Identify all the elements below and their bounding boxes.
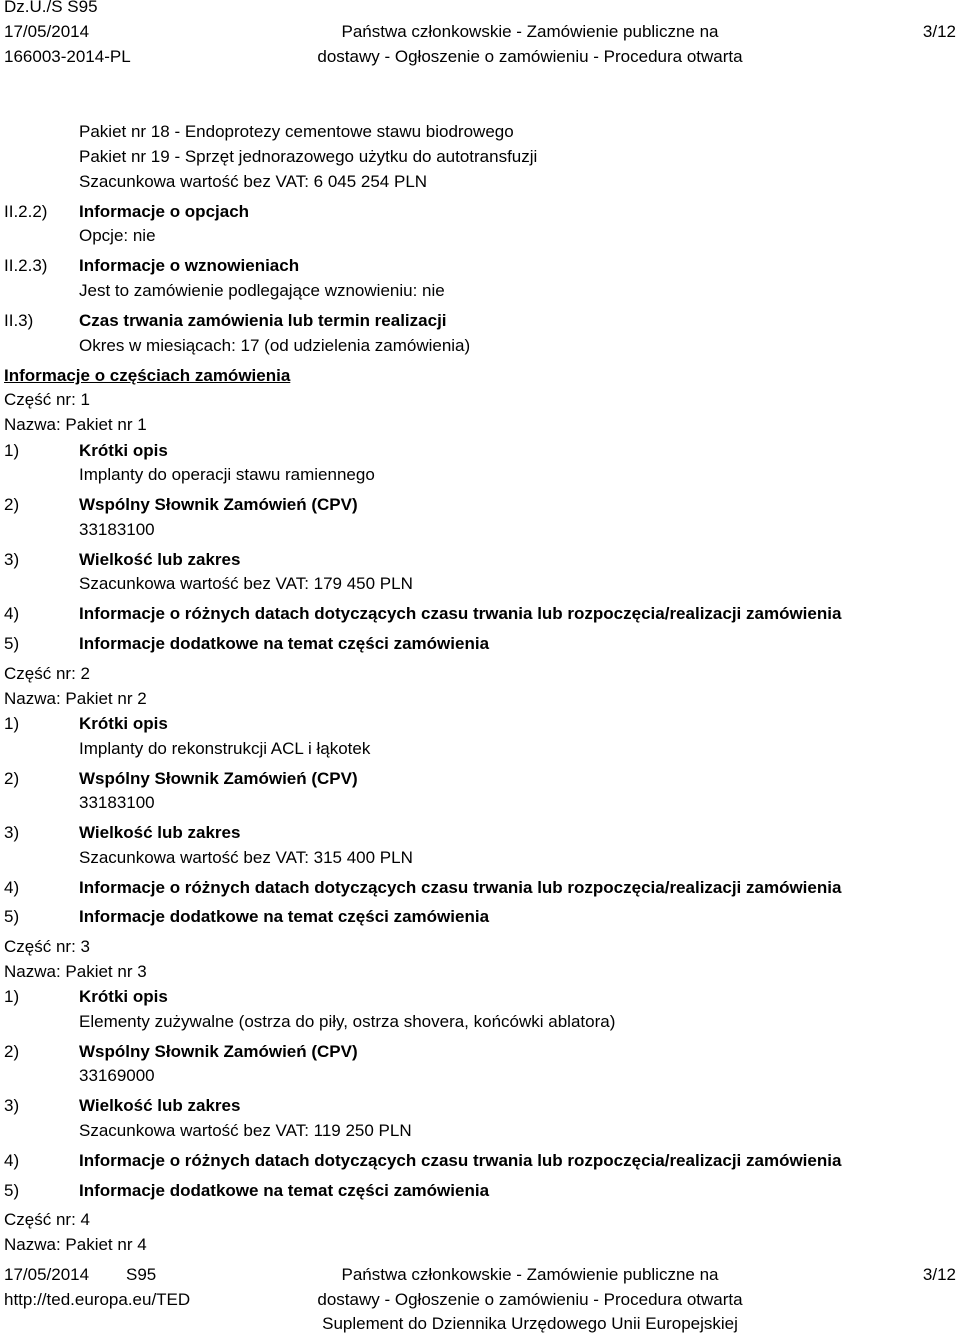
item-number: 1): [4, 441, 20, 460]
section-text: Okres w miesiącach: 17 (od udzielenia zamówienia): [79, 336, 471, 355]
journal-ref: Dz.U./S S95: [4, 0, 98, 16]
text-line: Pakiet nr 19 - Sprzęt jednorazowego użytku do autotransfuzji: [79, 147, 538, 166]
parts-heading: Informacje o częściach zamówienia: [4, 366, 291, 385]
item-heading: Krótki opis: [79, 441, 168, 460]
item-heading: Informacje o różnych datach dotyczących czasu trwania lub rozpoczęcia/realizacji zamówienia: [79, 1151, 842, 1170]
item-text: Szacunkowa wartość bez VAT: 119 250 PLN: [79, 1121, 412, 1140]
section-heading: Informacje o opcjach: [79, 202, 250, 221]
item-heading: Informacje o różnych datach dotyczących czasu trwania lub rozpoczęcia/realizacji zamówienia: [79, 604, 842, 623]
footer-title-line3: Suplement do Dziennika Urzędowego Unii Europejskiej: [322, 1314, 738, 1333]
item-number: 1): [4, 987, 20, 1006]
item-number: 2): [4, 1042, 20, 1061]
section-number: II.2.2): [4, 202, 48, 221]
header-page-number: 3/12: [922, 22, 956, 41]
item-heading: Wielkość lub zakres: [79, 550, 241, 569]
item-heading: Informacje o różnych datach dotyczących czasu trwania lub rozpoczęcia/realizacji zamówienia: [79, 878, 842, 897]
part-name: Nazwa: Pakiet nr 1: [4, 415, 147, 434]
item-heading: Informacje dodatkowe na temat części zamówienia: [79, 634, 490, 653]
footer-date: 17/05/2014: [4, 1265, 90, 1284]
item-number: 2): [4, 495, 20, 514]
part-name: Nazwa: Pakiet nr 2: [4, 689, 147, 708]
text-line: Pakiet nr 18 - Endoprotezy cementowe stawu biodrowego: [79, 122, 514, 141]
item-heading: Wspólny Słownik Zamówień (CPV): [79, 495, 358, 514]
item-heading: Krótki opis: [79, 987, 168, 1006]
item-text: Elementy zużywalne (ostrza do piły, ostrza shovera, końcówki ablatora): [79, 1012, 616, 1031]
section-text: Opcje: nie: [79, 226, 156, 245]
item-number: 5): [4, 1181, 20, 1200]
item-number: 4): [4, 878, 20, 897]
item-number: 5): [4, 907, 20, 926]
item-number: 3): [4, 550, 20, 569]
footer-url[interactable]: http://ted.europa.eu/TED: [4, 1290, 191, 1309]
part-number: Część nr: 2: [4, 664, 90, 683]
section-heading: Czas trwania zamówienia lub termin realizacji: [79, 311, 447, 330]
section-number: II.2.3): [4, 256, 48, 275]
item-text: Implanty do operacji stawu ramiennego: [79, 465, 375, 484]
item-number: 3): [4, 823, 20, 842]
item-text: Szacunkowa wartość bez VAT: 315 400 PLN: [79, 848, 413, 867]
section-number: II.3): [4, 311, 34, 330]
header-date: 17/05/2014: [4, 22, 90, 41]
item-number: 2): [4, 769, 20, 788]
item-heading: Wielkość lub zakres: [79, 1096, 241, 1115]
item-number: 4): [4, 604, 20, 623]
item-text: Szacunkowa wartość bez VAT: 179 450 PLN: [79, 574, 413, 593]
item-number: 4): [4, 1151, 20, 1170]
item-heading: Wielkość lub zakres: [79, 823, 241, 842]
part-name: Nazwa: Pakiet nr 3: [4, 962, 147, 981]
section-heading: Informacje o wznowieniach: [79, 256, 300, 275]
item-heading: Wspólny Słownik Zamówień (CPV): [79, 1042, 358, 1061]
item-heading: Informacje dodatkowe na temat części zamówienia: [79, 907, 490, 926]
cpv-code: 33183100: [79, 520, 155, 539]
cpv-code: 33183100: [79, 793, 155, 812]
item-number: 5): [4, 634, 20, 653]
item-text: Implanty do rekonstrukcji ACL i łąkotek: [79, 739, 371, 758]
cpv-code: 33169000: [79, 1066, 155, 1085]
part-number: Część nr: 1: [4, 390, 90, 409]
item-heading: Wspólny Słownik Zamówień (CPV): [79, 769, 358, 788]
footer-page-number: 3/12: [922, 1265, 956, 1284]
item-number: 1): [4, 714, 20, 733]
part-number: Część nr: 3: [4, 937, 90, 956]
header-title-line1: Państwa członkowskie - Zamówienie publiczne na: [341, 22, 719, 41]
header-title-line2: dostawy - Ogłoszenie o zamówieniu - Procedura otwarta: [317, 47, 743, 66]
footer-issue: S95: [126, 1265, 157, 1284]
part-number: Część nr: 4: [4, 1210, 90, 1229]
notice-id: 166003-2014-PL: [4, 47, 131, 66]
item-heading: Krótki opis: [79, 714, 168, 733]
text-line: Szacunkowa wartość bez VAT: 6 045 254 PLN: [79, 172, 428, 191]
item-heading: Informacje dodatkowe na temat części zamówienia: [79, 1181, 490, 1200]
footer-title-line1: Państwa członkowskie - Zamówienie publiczne na: [341, 1265, 719, 1284]
footer-title-line2: dostawy - Ogłoszenie o zamówieniu - Procedura otwarta: [317, 1290, 743, 1309]
section-text: Jest to zamówienie podlegające wznowieniu: nie: [79, 281, 445, 300]
item-number: 3): [4, 1096, 20, 1115]
part-name: Nazwa: Pakiet nr 4: [4, 1235, 147, 1254]
